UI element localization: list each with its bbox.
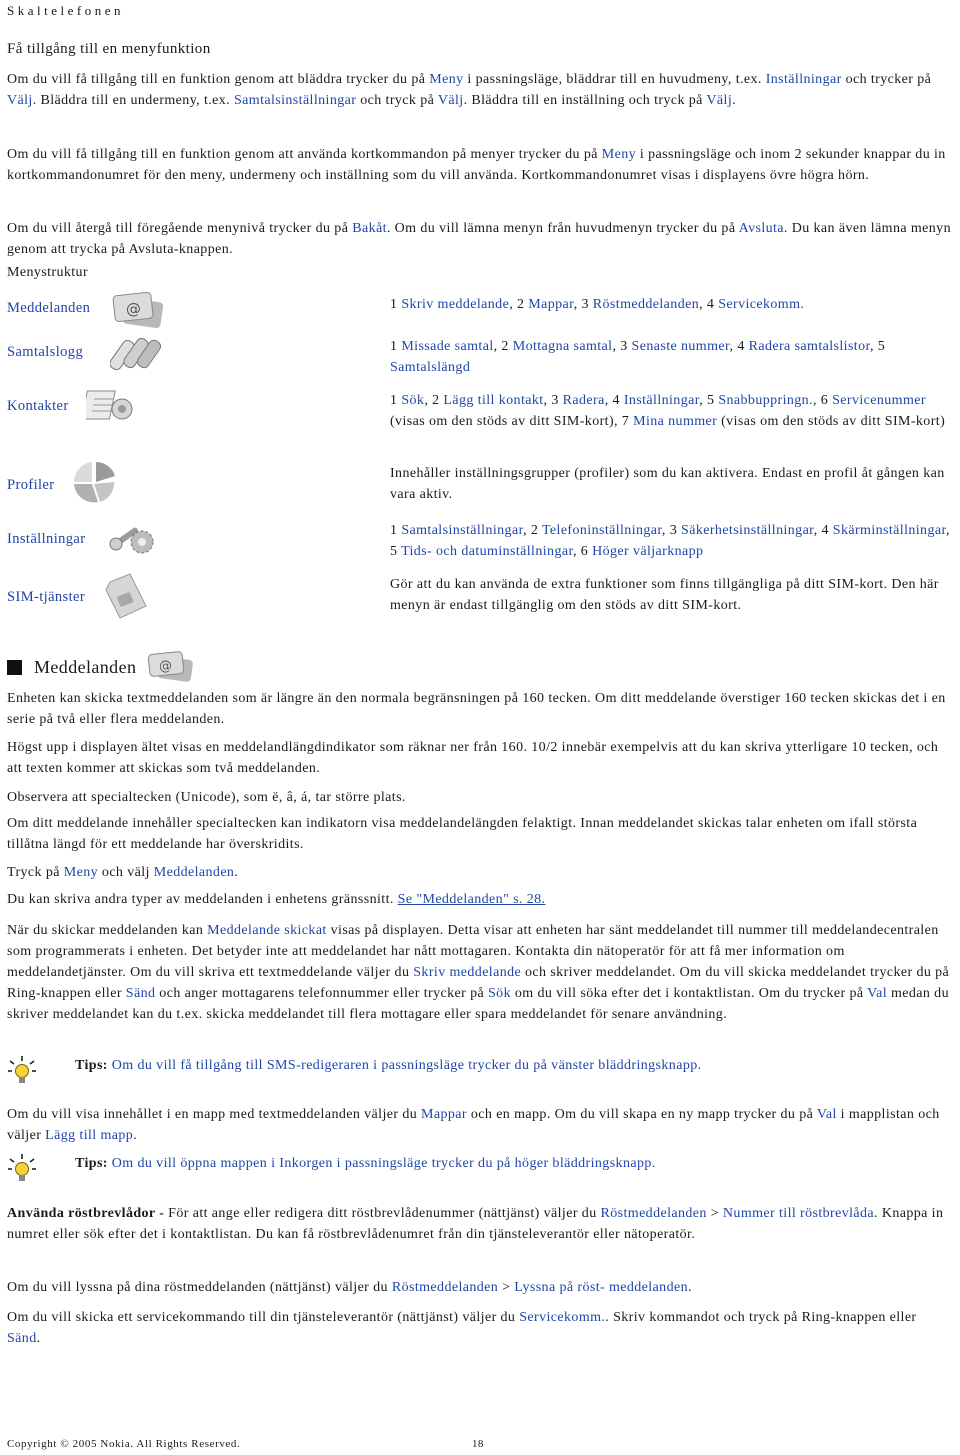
- text-run: . Skriv kommandot och tryck på Ring-knappen eller: [605, 1310, 917, 1325]
- text-run: , 4: [729, 339, 749, 354]
- meddelanden-paragraph-2: [7, 737, 953, 779]
- ui-term: Lägg till mapp: [45, 1128, 134, 1143]
- text-run: Om du vill få tillgång till en funktion genom att bläddra trycker du på: [7, 72, 430, 87]
- text-run: , 3: [661, 523, 682, 538]
- text-run: .: [133, 1128, 138, 1143]
- meddelanden-paragraph-10: [7, 1277, 953, 1298]
- ui-term: Mappar: [528, 297, 574, 312]
- text-run: . Bläddra till en inställning och tryck på: [463, 93, 707, 108]
- section-title-text: Meddelanden: [34, 656, 137, 677]
- lightbulb-icon: [7, 1055, 37, 1085]
- meddelanden-paragraph-7: [7, 920, 953, 1025]
- text-run: och trycker på: [841, 72, 932, 87]
- ui-term: Sänd: [7, 1331, 37, 1346]
- tip-1-text: [75, 1055, 955, 1076]
- text-run: Tryck på: [7, 865, 64, 880]
- text-run: , 4: [699, 297, 719, 312]
- svg-text:@: @: [126, 300, 142, 318]
- meddelanden-paragraph-11: [7, 1307, 953, 1349]
- messages-icon: [146, 650, 196, 684]
- ui-term: Sök: [487, 986, 511, 1001]
- menu-label-meddelanden[interactable]: Meddelanden: [7, 300, 91, 316]
- text-run: Högst upp i displayen ältet visas en meddelandlängdindikator som räknar ner från 160. 10/2 innebär exempelvis att du kan skriva ytterligare 10 tecken, och att texten kommer att skickas som två meddelanden.: [7, 740, 939, 776]
- meddelanden-paragraph-3: [7, 787, 953, 808]
- text-run: , 2: [424, 393, 444, 408]
- ui-term: Välj: [7, 93, 33, 108]
- ui-term: Skriv meddelande: [413, 965, 522, 980]
- meddelanden-paragraph-6: [7, 889, 953, 910]
- ui-term: Samtalsinställningar: [401, 523, 524, 538]
- text-run: Observera att specialtecken (Unicode), som ë, â, á, tar större plats.: [7, 790, 406, 805]
- text-run: 1: [390, 393, 402, 408]
- ui-term: Samtalsinställningar: [233, 93, 357, 108]
- menu-desc-kontakter: [390, 390, 955, 432]
- text-run: Om du vill skicka ett servicekommando till din tjänsteleverantör (nättjänst) väljer du: [7, 1310, 520, 1325]
- text-run: 1: [390, 523, 402, 538]
- ui-term: Avsluta: [738, 221, 784, 236]
- call-log-icon: [110, 333, 162, 373]
- profiles-icon: [70, 458, 122, 506]
- text-run: visas på displayen. Detta visar att enheten har sänt meddelandet till nummer till meddelandecentralen som programmerats i enheten. Det betyder inte att meddelandet har nått mottagaren. Kontakta din nätoperatör för att få mer information om meddelandetjänster. Om du vill skriva ett textmeddelande väljer du: [7, 923, 939, 980]
- messages-icon: [110, 290, 166, 330]
- ui-term: Missade samtal: [401, 339, 494, 354]
- section-marker: [7, 660, 22, 675]
- ui-term: Snabbuppringn.: [718, 393, 813, 408]
- text-run: i mapplistan och väljer: [7, 1107, 940, 1143]
- text-run: .: [234, 865, 239, 880]
- settings-icon: [106, 516, 158, 560]
- text-run: .: [687, 1280, 692, 1295]
- intro-paragraph-3: [7, 218, 953, 260]
- ui-term: Val: [867, 986, 888, 1001]
- meddelanden-paragraph-1: [7, 688, 953, 730]
- section-title-meddelanden: [7, 650, 196, 684]
- text-run: och tryck på: [356, 93, 438, 108]
- text-run: (visas om den stöds av ditt SIM-kort): [717, 414, 946, 429]
- ui-term: Säkerhetsinställningar: [681, 523, 814, 538]
- see-messages-link[interactable]: Se "Meddelanden" s. 28.: [397, 892, 546, 907]
- ui-term: Välj: [706, 93, 733, 108]
- ui-term: Servicekomm.: [718, 297, 805, 312]
- lightbulb-icon: [7, 1153, 37, 1183]
- ui-term: Servicenummer: [832, 393, 926, 408]
- menu-label-kontakter[interactable]: Kontakter: [7, 398, 69, 414]
- ui-term: Lägg till kontakt: [443, 393, 544, 408]
- ui-term: Servicekomm.: [519, 1310, 606, 1325]
- page-number: 18: [472, 1438, 484, 1450]
- text-run: i passningsläge och inom 2 sekunder knappar du in kortkommandonumret för den meny, undermeny och inställning som du vill använda. Kortkommandonumret visas i displayens övre högra hörn.: [7, 147, 946, 183]
- text-run: Tips:: [75, 1156, 108, 1171]
- text-run: , 3: [573, 297, 593, 312]
- text-run: , 2: [493, 339, 513, 354]
- meddelanden-paragraph-8: [7, 1104, 953, 1146]
- text-run: Innehåller inställningsgrupper (profiler) som du kan aktivera. Endast en profil åt gången kan vara aktiv.: [390, 466, 945, 502]
- sim-card-icon: [100, 570, 152, 622]
- text-run: Om du vill visa innehållet i en mapp med textmeddelanden väljer du: [7, 1107, 422, 1122]
- text-run: 1: [390, 339, 402, 354]
- ui-term: Senaste nummer: [631, 339, 730, 354]
- intro-paragraph-1: [7, 69, 953, 111]
- ui-term: >: [706, 1206, 723, 1221]
- menu-label-installningar[interactable]: Inställningar: [7, 531, 86, 547]
- ui-term: Bakåt: [352, 221, 387, 236]
- ui-term: Mottagna samtal: [512, 339, 613, 354]
- text-run: Röstmeddelanden: [600, 1206, 707, 1221]
- text-run: om du vill söka efter det i kontaktlistan. Om du trycker på: [510, 986, 868, 1001]
- text-run: , 3: [612, 339, 632, 354]
- text-run: (visas om den stöds av ditt SIM-kort), 7: [390, 414, 634, 429]
- contacts-icon: [86, 383, 136, 423]
- text-run: och anger mottagarens telefonnummer eller trycker på: [155, 986, 488, 1001]
- text-run: , 5: [699, 393, 719, 408]
- menu-desc-samtalslogg: [390, 336, 955, 378]
- ui-term: Inställningar: [623, 393, 700, 408]
- text-run: , 5: [390, 523, 950, 559]
- ui-term: Meddelanden: [153, 865, 235, 880]
- text-run: Använda röstbrevlådor -: [7, 1206, 169, 1221]
- ui-term: Röstmeddelanden: [592, 297, 700, 312]
- menu-desc-profiler: [390, 463, 955, 505]
- menu-desc-sim-tjanster: [390, 574, 955, 616]
- text-run: När du skickar meddelanden kan: [7, 923, 208, 938]
- text-run: och välj: [98, 865, 154, 880]
- menu-structure-title: Menystruktur: [7, 265, 89, 280]
- ui-term: Skärminställningar: [832, 523, 946, 538]
- text-run: och skriver meddelandet. Om du vill skicka meddelandet trycker du på Ring-knappen eller: [7, 965, 950, 1001]
- ui-term: Sök: [401, 393, 425, 408]
- ui-term: Om du vill öppna mappen i Inkorgen i passningsläge trycker du på höger bläddringsknapp.: [107, 1156, 656, 1171]
- running-header: Skaltelefonen: [7, 3, 124, 18]
- text-run: Om du vill få tillgång till en funktion genom att använda kortkommandon på menyer trycker du på: [7, 147, 602, 162]
- ui-term: Meny: [63, 865, 99, 880]
- ui-term: Höger väljarknapp: [592, 544, 704, 559]
- menu-label-profiler[interactable]: Profiler: [7, 477, 55, 493]
- ui-term: Val: [816, 1107, 837, 1122]
- ui-term: Radera: [562, 393, 605, 408]
- text-run: Om du vill lyssna på dina röstmeddelanden (nättjänst) väljer du: [7, 1280, 392, 1295]
- meddelanden-paragraph-4: [7, 813, 953, 855]
- ui-term: Meny: [601, 147, 637, 162]
- tip-2-text: [75, 1153, 955, 1174]
- ui-term: Mappar: [421, 1107, 467, 1122]
- ui-term: Meny: [429, 72, 464, 87]
- svg-text:@: @: [159, 659, 173, 674]
- text-run: , 2: [523, 523, 542, 538]
- text-run: , 3: [543, 393, 563, 408]
- menu-label-sim-tjanster[interactable]: SIM-tjänster: [7, 589, 86, 605]
- ui-term: Välj: [437, 93, 464, 108]
- ui-term: Om du vill få tillgång till SMS-redigeraren i passningsläge trycker du på vänster bläddringsknapp.: [107, 1058, 702, 1073]
- ui-term: Röstmeddelanden: [391, 1280, 499, 1295]
- text-run: , 4: [813, 523, 833, 538]
- text-run: . Bläddra till en undermeny, t.ex.: [32, 93, 234, 108]
- text-run: , 4: [604, 393, 624, 408]
- ui-term: Skriv meddelande: [401, 297, 510, 312]
- text-run: Nummer till röstbrevlåda: [722, 1206, 875, 1221]
- ui-term: Radera samtalslistor: [748, 339, 870, 354]
- ui-term: Tids- och datuminställningar: [401, 544, 573, 559]
- ui-term: Meddelande skickat: [207, 923, 327, 938]
- paragraph-6-text: Du kan skriva andra typer av meddelanden i enhetens gränssnitt.: [7, 892, 398, 907]
- menu-desc-installningar: [390, 520, 955, 562]
- text-run: 1: [390, 297, 402, 312]
- text-run: , 5: [869, 339, 886, 354]
- text-run: . Du kan även lämna menyn genom att trycka på Avsluta-knappen.: [7, 221, 951, 257]
- footer-copyright: Copyright © 2005 Nokia. All Rights Reserved.: [7, 1438, 241, 1450]
- text-run: >: [498, 1280, 515, 1295]
- section-heading: Få tillgång till en menyfunktion: [7, 41, 211, 57]
- text-run: Om du vill återgå till föregående menynivå trycker du på: [7, 221, 353, 236]
- intro-paragraph-2: [7, 144, 953, 186]
- ui-term: För att ange eller redigera ditt röstbrevlådenummer (nättjänst) väljer du: [168, 1206, 601, 1221]
- text-run: , 6: [572, 544, 593, 559]
- ui-term: Inställningar: [765, 72, 842, 87]
- text-run: .: [36, 1331, 41, 1346]
- text-run: i passningsläge, bläddrar till en huvudmeny, t.ex.: [463, 72, 766, 87]
- text-run: .: [732, 93, 737, 108]
- meddelanden-paragraph-9: [7, 1203, 953, 1245]
- ui-term: . Knappa in numret eller sök efter det i kontaktlistan. Du kan få röstbrevlådenumret från din tjänsteleverantör eller nätoperatör.: [7, 1206, 944, 1242]
- text-run: Om ditt meddelande innehåller specialtecken kan indikatorn visa meddelandelängden felaktigt. Innan meddelandet skickas talar enheten om ifall största tillåtna längd för ett meddelande har överskridits.: [7, 816, 918, 852]
- ui-term: Telefoninställningar: [541, 523, 662, 538]
- ui-term: Mina nummer: [633, 414, 718, 429]
- menu-desc-meddelanden: [390, 294, 955, 315]
- text-run: , 6: [812, 393, 833, 408]
- ui-term: Samtalslängd: [390, 360, 471, 375]
- text-run: . Om du vill lämna menyn från huvudmenyn trycker du på: [386, 221, 739, 236]
- text-run: , 2: [509, 297, 529, 312]
- text-run: och en mapp. Om du vill skapa en ny mapp trycker du på: [466, 1107, 817, 1122]
- ui-term: Sänd: [125, 986, 156, 1001]
- ui-term: Lyssna på röst- meddelanden: [514, 1280, 688, 1295]
- meddelanden-paragraph-5: [7, 862, 953, 883]
- menu-label-samtalslogg[interactable]: Samtalslogg: [7, 344, 84, 360]
- text-run: Enheten kan skicka textmeddelanden som är längre än den normala begränsningen på 160 tecken. Om ditt meddelande överstiger 160 tecken skickas det i en serie på två eller flera meddelanden.: [7, 691, 946, 727]
- text-run: medan du skriver meddelandet kan du t.ex. skicka meddelandet till flera mottagare eller spara meddelandet för senare användning.: [7, 986, 949, 1022]
- text-run: Gör att du kan använda de extra funktioner som finns tillgängliga på ditt SIM-kort. Den här menyn är endast tillgänglig om den stöds av ditt SIM-kort.: [390, 577, 939, 613]
- text-run: Tips:: [75, 1058, 108, 1073]
